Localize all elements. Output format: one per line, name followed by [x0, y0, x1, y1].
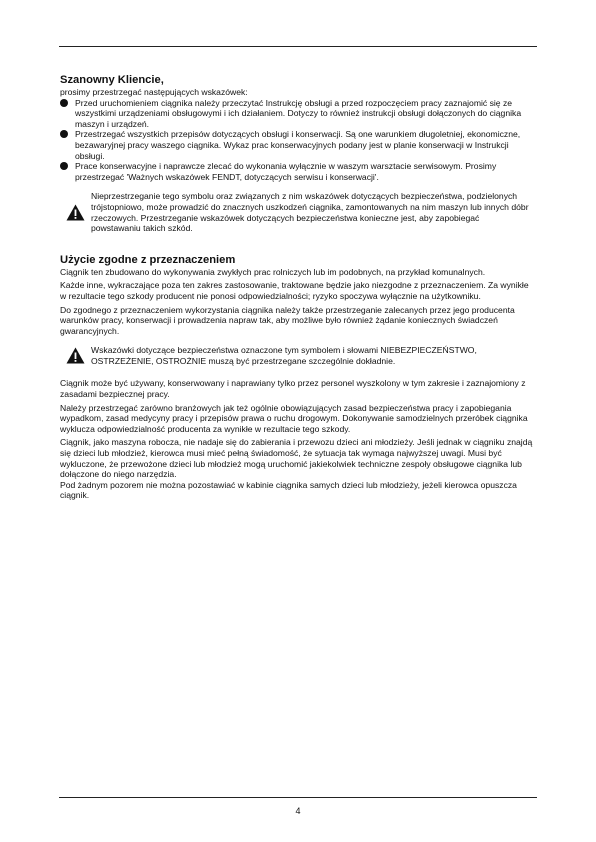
- usage-section: [60, 254, 536, 501]
- intro-heading: Szanowny Kliencie,: [60, 74, 164, 86]
- usage-heading: Użycie zgodne z przeznaczeniem: [60, 253, 236, 266]
- bullet-dot-icon: [60, 99, 68, 107]
- usage-paragraph: Ciągnik, jako maszyna robocza, nie nadaje się do zabierania i przewozu dzieci ani młodzieży. Jeśli jednak w ciągniku znajdą się dzieci lub młodzież, kierowca musi mieć pełną świadomość, że sytuacja tak wymaga najwyższej uwagi. Musi być wykluczone, że przewożone dzieci lub młodzież mogą uruchomić jakiekolwiek techniczne zespoły obsługowe ciągnika lub dołączone do niego narzędzia.: [60, 437, 533, 480]
- bullet-dot-icon: [60, 162, 68, 170]
- usage-paragraph: Każde inne, wykraczające poza ten zakres zastosowanie, traktowane będzie jako niezgodne z przeznaczeniem. Za wynikłe w rezultacie tego szkody producent nie ponosi odpowiedzialności; ryzyko spoczywa wyłącznie na użytkowniku.: [60, 280, 529, 301]
- bullet-item: Prace konserwacyjne i naprawcze zlecać do wykonania wyłącznie w waszym warsztacie serwisowym. Prosimy przestrzegać 'Ważnych wskazówek FENDT, dotyczących serwisu i konserwacji'.: [60, 161, 536, 182]
- usage-paragraph: Pod żadnym pozorem nie można pozostawiać w kabinie ciągnika samych dzieci lub młodzieży, jeżeli kierowca opuszcza ciągnik.: [60, 479, 517, 501]
- intro-lead: prosimy przestrzegać następujących wskazówek:: [60, 87, 248, 97]
- safety-warning-note: [60, 345, 511, 366]
- bullet-item: Przestrzegać wszystkich przepisów dotyczących obsługi i konserwacji. Są one warunkiem długoletniej, ekonomiczne, bezawaryjnej pracy waszego ciągnika. Wykaz prac konserwacyjnych podany jest w planie konserwacji w Instrukcji obsługi.: [60, 129, 536, 161]
- bullet-item: Przed uruchomieniem ciągnika należy przeczytać Instrukcję obsługi a przed rozpoczęciem pracy zaznajomić się ze wszystkimi urządzeniami obsługowymi i ich działaniem. Dotyczy to również instrukcji obsługi dołączonych do ciągnika maszyn i urządzeń.: [60, 98, 536, 130]
- intro-bullet-list: [60, 98, 536, 183]
- page-number: 4: [295, 806, 301, 816]
- safety-warning-text: Wskazówki dotyczące bezpieczeństwa oznaczone tym symbolem i słowami NIEBEZPIECZEŃSTWO, OSTRZEŻENIE, OSTROŻNIE muszą być przestrzegane szczególnie dokładnie.: [91, 345, 477, 366]
- usage-paragraph: Do zgodnego z przeznaczeniem wykorzystania ciągnika należy także przestrzeganie zalecanych przez jego producenta warunków pracy, konserwacji i prowadzenia napraw tak, aby możliwe było również żądanie koniecznych świadczeń gwarancyjnych.: [60, 304, 515, 336]
- warning-triangle-icon: [66, 204, 85, 221]
- usage-paragraph: Należy przestrzegać zarówno branżowych jak też ogólnie obowiązujących zasad bezpieczeństwa pracy i zapobiegania wypadkom, zasad medycyny pracy i przepisów prawa o ruchu drogowym. Dokonywanie samodzielnych przeróbek ciągnika wyklucza odpowiedzialność producenta za wynikłe w rezultacie tego szkody.: [60, 402, 528, 434]
- usage-paragraph: Ciągnik ten zbudowano do wykonywania zwykłych prac rolniczych lub im podobnych, na przykład komunalnych.: [60, 266, 486, 277]
- damage-warning-note: [60, 191, 531, 233]
- header-rule: [59, 46, 537, 47]
- warning-triangle-icon: [66, 347, 85, 364]
- damage-warning-text: Nieprzestrzeganie tego symbolu oraz związanych z nim wskazówek dotyczących bezpieczeństwa, podzielonych trójstopniowo, może prowadzić do znacznych uszkodzeń ciągnika, zamontowanych na nim maszyn lub innych dóbr rzeczowych. Przestrzeganie wskazówek dotyczących bezpieczeństwa konieczne jest, aby zapobiegać powstawaniu takich szkód.: [91, 191, 529, 234]
- bullet-dot-icon: [60, 130, 68, 138]
- page-content: [60, 74, 536, 501]
- usage-paragraph: Ciągnik może być używany, konserwowany i naprawiany tylko przez personel wyszkolony w tym zakresie i zaznajomiony z zasadami bezpiecznej pracy.: [60, 378, 526, 400]
- footer-rule: [59, 797, 537, 798]
